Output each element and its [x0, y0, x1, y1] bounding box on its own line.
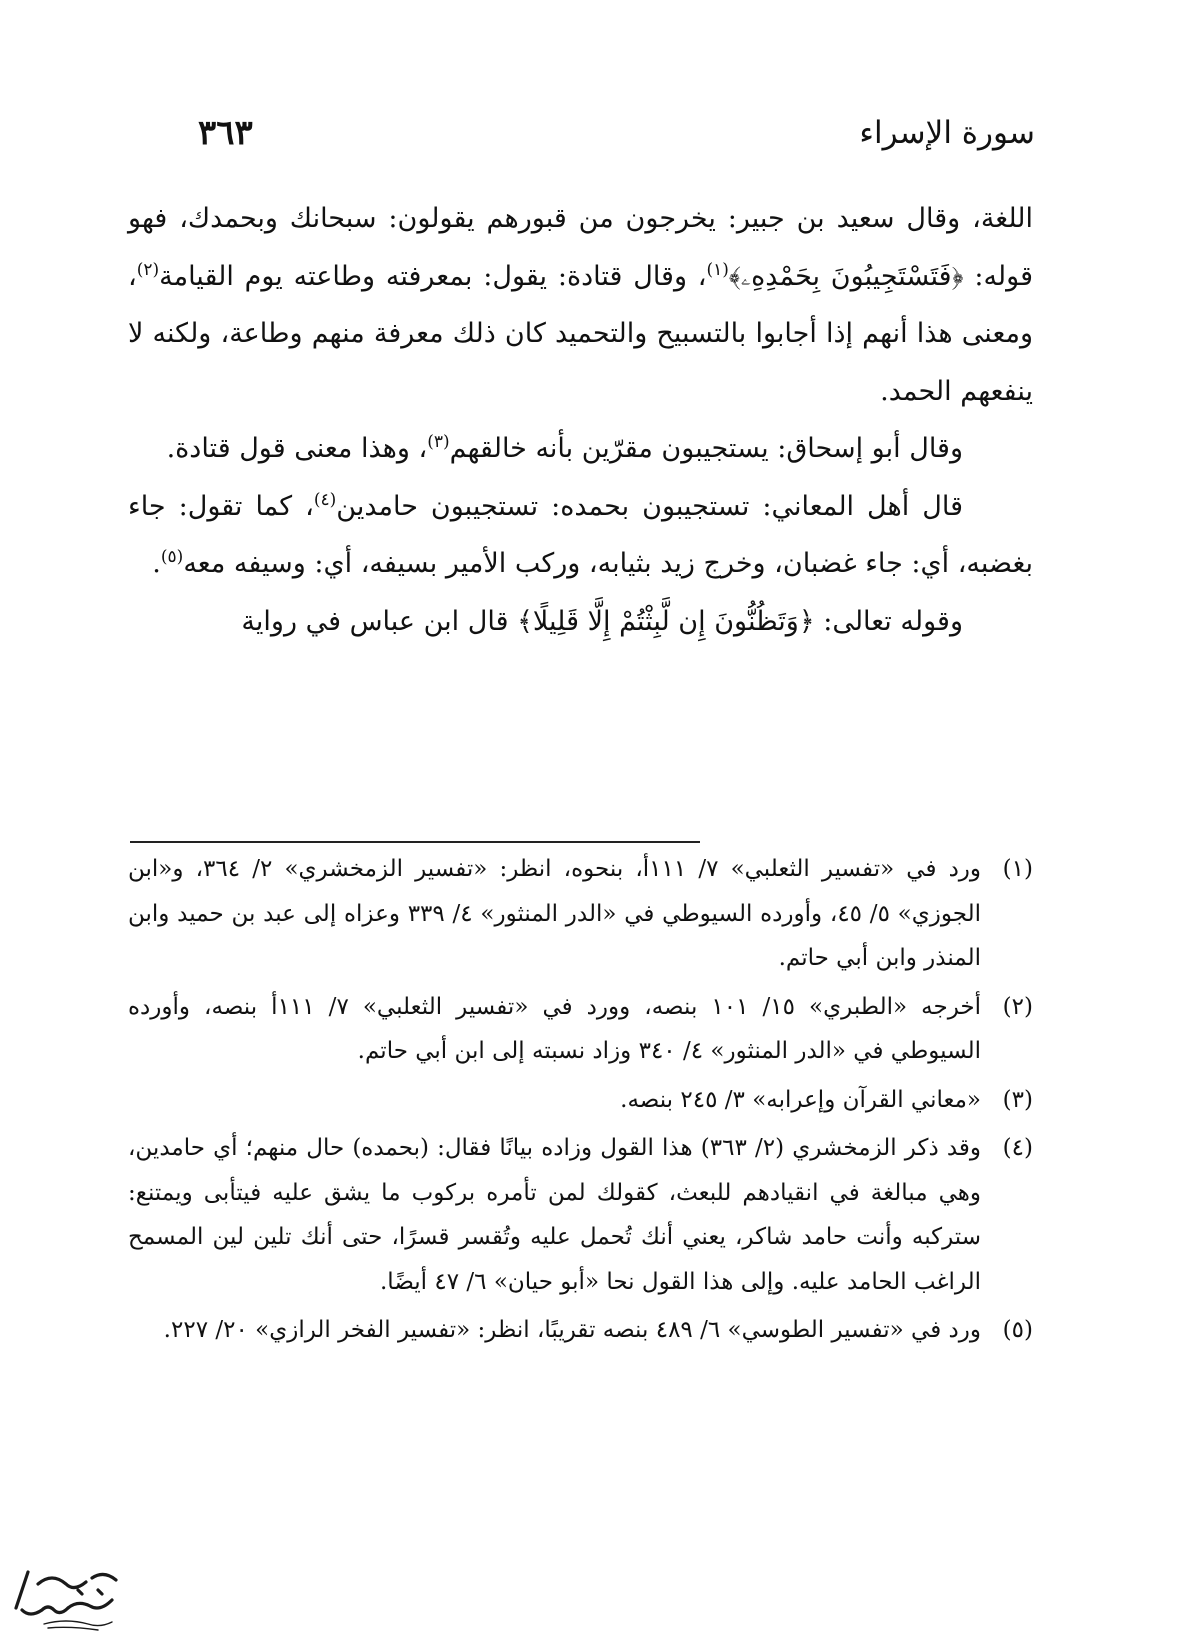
footnote-number: (٢): [1002, 993, 1033, 1020]
footnote-text: وقد ذكر الزمخشري (٢/ ٣٦٣) هذا القول وزاده بيانًا فقال: (بحمده) حال منهم؛ أي حامدين، وهي مبالغة في انقيادهم للبعث، كقولك لمن تأمره بركوب ما يشق عليه فيتأبى ويمتنع: ستركبه وأنت حامد شاكر، يعني أنك تُحمل عليه وتُقسر قسرًا، حتى أنك تلين لين المسمح الراغب الحامد عليه. وإلى هذا القول نحا «أبو حيان» ٦/ ٤٧ أيضًا.: [128, 1135, 982, 1295]
paragraph-1-part-b: ، وقال قتادة: يقول: بمعرفته وطاعته يوم القيامة: [159, 260, 707, 292]
footnote-ref-2[interactable]: (٢): [136, 259, 160, 280]
footnote-text: أخرجه «الطبري» ١٥/ ١٠١ بنصه، وورد في «تفسير الثعلبي» ٧/ ١١١أ بنصه، وأورده السيوطي في «الدر المنثور» ٤/ ٣٤٠ وزاد نسبته إلى ابن أبي حاتم.: [128, 993, 982, 1064]
publisher-logo: [8, 1560, 128, 1635]
footnote-ref-1[interactable]: (١): [706, 259, 729, 280]
footnote-text: ورد في «تفسير الثعلبي» ٧/ ١١١أ، بنحوه، انظر: «تفسير الزمخشري» ٢/ ٣٦٤، و«ابن الجوزي» ٥/ ٤٥، وأورده السيوطي في «الدر المنثور» ٤/ ٣٣٩ وعزاه إلى عبد بن حميد وابن المنذر وابن أبي حاتم.: [128, 856, 982, 971]
footnote-number: (١): [1002, 856, 1033, 882]
paragraph-2-part-a: وقال أبو إسحاق: يستجيبون مقرّين بأنه خالقهم: [449, 433, 963, 464]
footnote-5: [128, 1308, 1033, 1353]
footnote-number: (٤): [1002, 1135, 1033, 1161]
main-text: [128, 190, 1033, 650]
footnote-text: ورد في «تفسير الطوسي» ٦/ ٤٨٩ بنصه تقريبًا، انظر: «تفسير الفخر الرازي» ٢٠/ ٢٢٧.: [163, 1317, 981, 1343]
paragraph-1-part-c: ، ومعنى هذا أنهم إذا أجابوا بالتسبيح والتحميد كان ذلك معرفة منهم وطاعة، ولكنه لا ينفعهم الحمد.: [128, 260, 1033, 407]
page-header: [128, 105, 1035, 175]
footnote-ref-4[interactable]: (٤): [313, 489, 337, 510]
page-number: ٣٦٣: [198, 113, 253, 153]
surah-title: سورة الإسراء: [859, 115, 1035, 151]
paragraph-1-part-a: اللغة، وقال سعيد بن جبير: يخرجون من قبورهم يقولون: سبحانك وبحمدك، فهو قوله: ﴿فَتَسْتَجِيبُونَ بِحَمْدِهِۦ﴾: [128, 203, 1033, 292]
footnote-4: [128, 1126, 1033, 1304]
footnote-text: «معاني القرآن وإعرابه» ٣/ ٢٤٥ بنصه.: [620, 1086, 981, 1113]
paragraph-3: [128, 478, 1033, 593]
footnote-divider: [130, 841, 700, 843]
calligraphy-logo-icon: [8, 1560, 128, 1635]
paragraph-3-part-b: ، كما تقول: جاء بغضبه، أي: جاء غضبان، وخرج زيد بثيابه، وركب الأمير بسيفه، أي: وسيفه معه: [128, 490, 1033, 579]
footnote-ref-5[interactable]: (٥): [160, 547, 184, 567]
paragraph-2-part-b: ، وهذا معنى قول قتادة.: [166, 433, 428, 464]
footnote-number: (٥): [1002, 1317, 1033, 1343]
footnote-1: [128, 847, 1033, 981]
footnote-3: [128, 1078, 1033, 1123]
paragraph-3-part-a: قال أهل المعاني: تستجيبون بحمده: تستجيبون حامدين: [336, 490, 963, 522]
paragraph-4: [128, 593, 1033, 651]
footnote-number: (٣): [1002, 1086, 1033, 1113]
paragraph-1: [128, 190, 1033, 420]
paragraph-3-part-c: .: [152, 548, 161, 579]
paragraph-4-text: وقوله تعالى: ﴿وَتَظُنُّونَ إِن لَّبِثْتُمْ إِلَّا قَلِيلًا﴾ قال ابن عباس في رواية: [241, 605, 963, 637]
footnotes: [128, 847, 1033, 1357]
paragraph-2: [128, 420, 1033, 478]
footnote-ref-3[interactable]: (٣): [427, 432, 450, 452]
footnote-2: [128, 985, 1033, 1074]
